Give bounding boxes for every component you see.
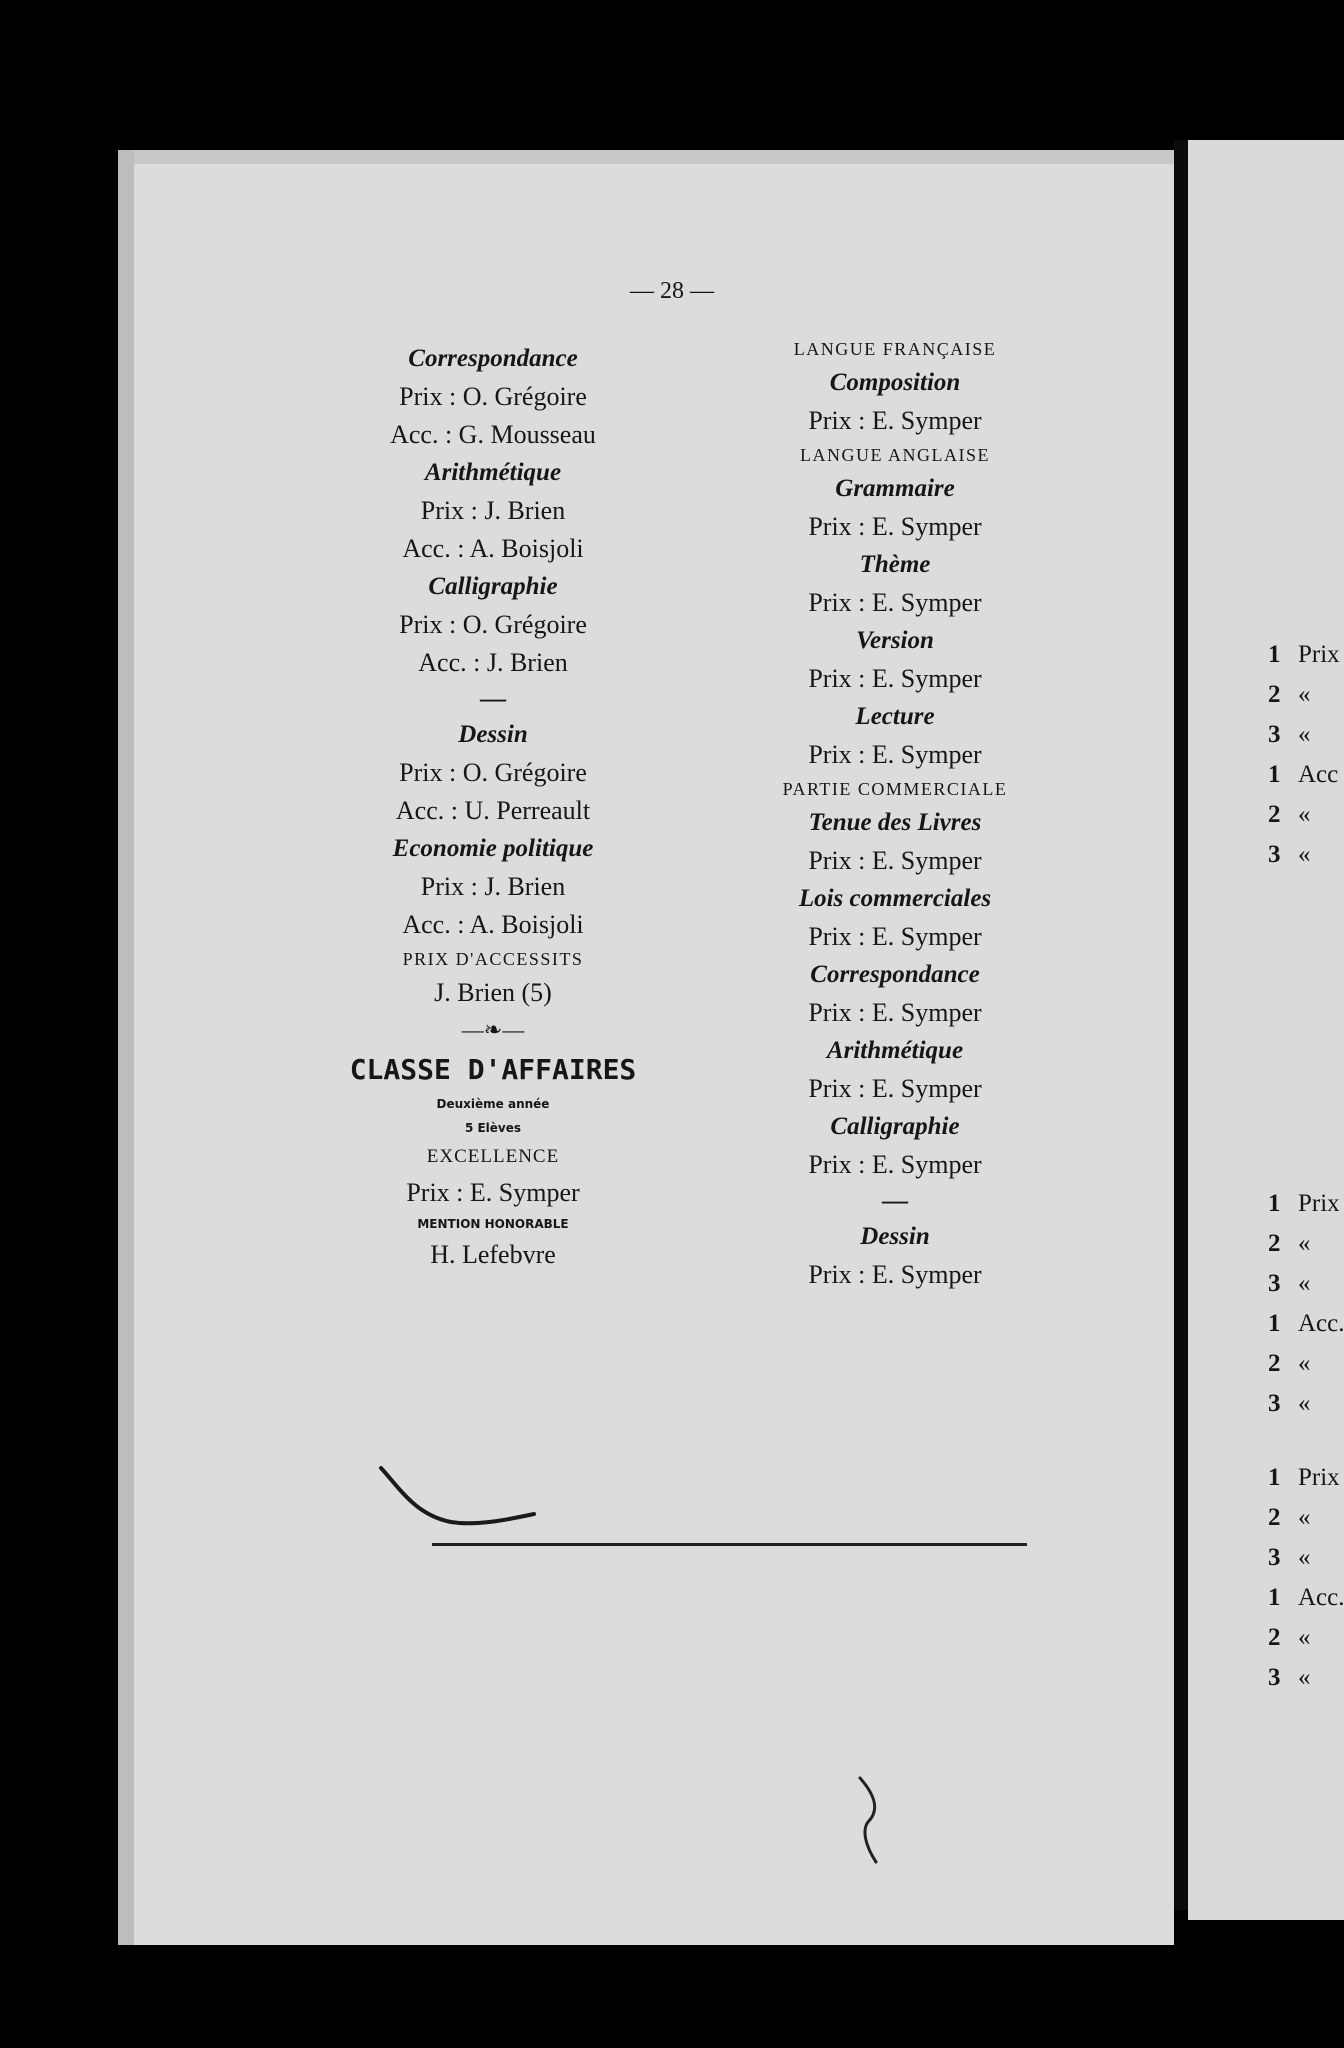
next-page-group-1: [1268, 635, 1340, 875]
group-heading: PARTIE COMMERCIALE: [782, 779, 1008, 799]
right-column: [720, 334, 1070, 1294]
accessit-entry: Acc. : J. Brien: [418, 648, 568, 677]
next-page-row: 1 Acc: [1268, 761, 1339, 788]
next-page-row: 3 «: [1268, 1664, 1311, 1691]
next-page-row: 2 «: [1268, 1624, 1311, 1651]
prize-entry: Prix : O. Grégoire: [399, 382, 587, 411]
prize-entry: Prix : J. Brien: [420, 872, 566, 901]
pencil-mark: [840, 1770, 900, 1870]
next-page-row: 1 Prix: [1268, 641, 1340, 668]
section-heading: Dessin: [860, 1223, 930, 1250]
prize-entry: Prix : O. Grégoire: [399, 758, 587, 787]
mention-name: H. Lefebvre: [430, 1240, 556, 1269]
end-rule: [432, 1543, 1027, 1546]
next-page-row: 1 Prix: [1268, 1464, 1340, 1491]
prize-entry: Prix : O. Grégoire: [399, 610, 587, 639]
book-gutter: [1174, 140, 1188, 1910]
section-heading: Version: [856, 627, 934, 654]
section-heading: Composition: [829, 369, 961, 396]
left-column: [298, 340, 688, 1274]
next-page-row: 2 «: [1268, 1350, 1311, 1377]
section-heading: Economie politique: [392, 835, 594, 862]
section-heading: Correspondance: [408, 345, 578, 372]
page-number: — 28 —: [630, 278, 714, 304]
next-page-row: 1 Prix: [1268, 1190, 1340, 1217]
prize-entry: Prix : E. Symper: [808, 664, 982, 693]
prize-entry: Prix : E. Symper: [808, 1260, 982, 1289]
accessits-heading: PRIX D'ACCESSITS: [402, 949, 584, 969]
prize-entry: Prix : E. Symper: [808, 922, 982, 951]
group-heading: LANGUE FRANÇAISE: [793, 339, 997, 359]
handwritten-mark: [376, 1460, 546, 1540]
section-heading: Dessin: [458, 721, 528, 748]
class-students: 5 Elèves: [464, 1121, 522, 1135]
prize-entry: Prix : E. Symper: [808, 1074, 982, 1103]
section-divider: —: [480, 684, 506, 713]
prize-entry: Prix : E. Symper: [808, 846, 982, 875]
section-heading: Arithmétique: [424, 459, 562, 486]
prize-entry: Prix : E. Symper: [808, 588, 982, 617]
next-page-row: 2 «: [1268, 1230, 1311, 1257]
prize-entry: Prix : J. Brien: [420, 496, 566, 525]
section-heading: Tenue des Livres: [808, 809, 982, 836]
section-heading: Lois commerciales: [798, 885, 992, 912]
page-edge-left: [118, 150, 134, 1945]
accessit-entry: Acc. : G. Mousseau: [390, 420, 596, 449]
class-year: Deuxième année: [436, 1097, 550, 1111]
next-page-edge: [1188, 140, 1344, 1920]
prize-entry: Prix : E. Symper: [808, 406, 982, 435]
section-heading: Calligraphie: [830, 1113, 960, 1140]
next-page-row: 1 Acc.: [1268, 1584, 1344, 1611]
prize-entry: Prix : E. Symper: [808, 1150, 982, 1179]
accessits-name: J. Brien (5): [434, 978, 552, 1007]
next-page-group-2: [1268, 1184, 1344, 1424]
next-page-row: 2 «: [1268, 1504, 1311, 1531]
next-page-row: 3 «: [1268, 841, 1311, 868]
prize-entry: Prix : E. Symper: [808, 512, 982, 541]
prize-entry: Prix : E. Symper: [808, 740, 982, 769]
accessit-entry: Acc. : A. Boisjoli: [402, 534, 584, 563]
prize-entry: Prix : E. Symper: [808, 998, 982, 1027]
section-divider: —: [882, 1186, 908, 1215]
section-heading: Calligraphie: [428, 573, 558, 600]
next-page-row: 3 «: [1268, 1270, 1311, 1297]
section-heading: Grammaire: [835, 475, 955, 502]
accessit-entry: Acc. : A. Boisjoli: [402, 910, 584, 939]
section-heading: Thème: [859, 551, 931, 578]
section-heading: Arithmétique: [826, 1037, 964, 1064]
prize-entry: Prix : E. Symper: [406, 1178, 580, 1207]
class-title: CLASSE D'AFFAIRES: [349, 1053, 637, 1086]
group-heading: LANGUE ANGLAISE: [800, 445, 990, 465]
next-page-row: 2 «: [1268, 801, 1311, 828]
mention-heading: MENTION HONORABLE: [417, 1217, 569, 1231]
next-page-row: 3 «: [1268, 721, 1311, 748]
next-page-row: 3 «: [1268, 1544, 1311, 1571]
accessit-entry: Acc. : U. Perreault: [395, 796, 591, 825]
section-heading: Correspondance: [810, 961, 980, 988]
section-heading: Lecture: [855, 703, 935, 730]
next-page-row: 3 «: [1268, 1390, 1311, 1417]
next-page-row: 1 Acc.: [1268, 1310, 1344, 1337]
next-page-row: 2 «: [1268, 681, 1311, 708]
next-page-group-3: [1268, 1458, 1344, 1698]
ornament-divider: —❧—: [461, 1017, 525, 1042]
excellence-heading: EXCELLENCE: [426, 1146, 560, 1167]
page-edge-top: [118, 150, 1174, 164]
